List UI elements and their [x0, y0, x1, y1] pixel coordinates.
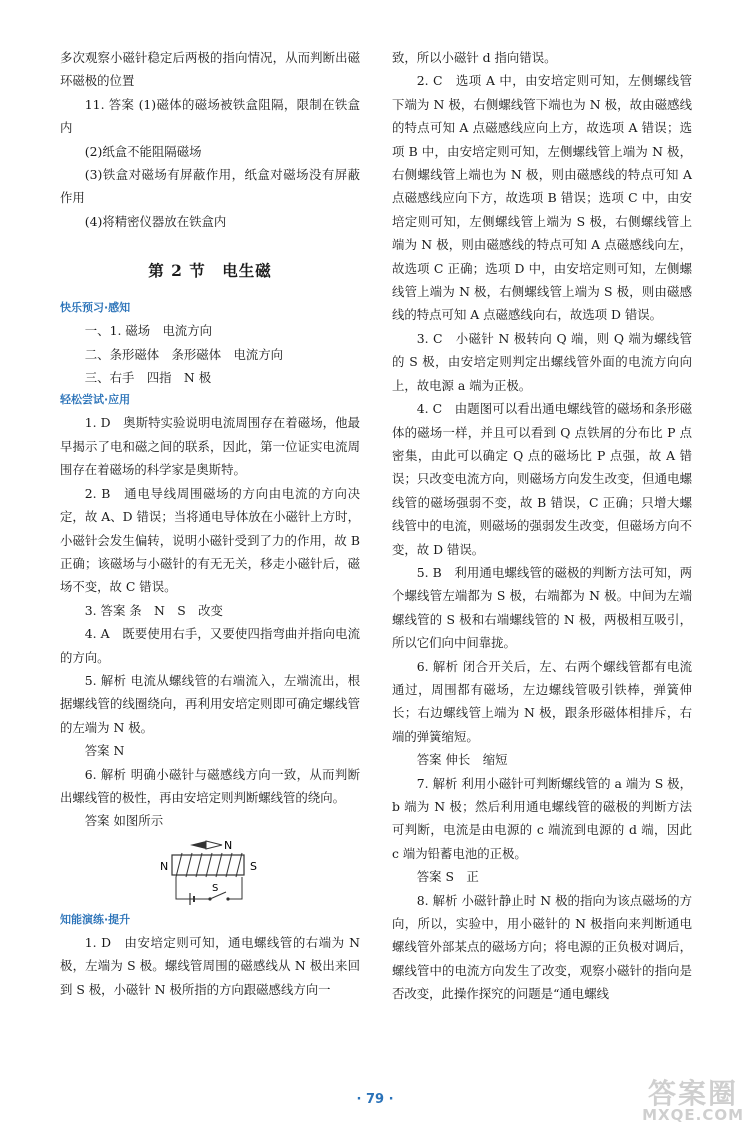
practice-3: 3. 答案 条 N S 改变 [84, 602, 223, 618]
paragraph: 多次观察小磁针稳定后两极的指向情况，从而判断出磁环磁极的位置 [60, 50, 360, 89]
subheading-practice: 轻松尝试·应用 [60, 393, 131, 407]
subheading-drill: 知能演练·提升 [60, 912, 131, 926]
needle-south-half [190, 841, 206, 849]
drill-2: 2. C 选项 A 中，由安培定则可知，左侧螺线管下端为 N 极，右侧螺线管下端也为 N 极，故由磁感线的特点可知 A 点磁感线应向上方，故选项 A 错误；选项 B 中，由安培定则可知，左侧螺线管上端为 N 极，右侧螺线管上端也为 N 极，则由磁感线的特点可知 A 点磁感线应向下方，故选项 B 错误；选项 C 中，由安培定则可知，左侧螺线管上端为 S 极，右侧螺线管上端为 N 极，则由磁感线的特点可知 A 点磁感线向左，故选项 C 正确；选项 D 中，由安培定则可知，左侧螺线管上端为 N 极，右侧螺线管上端为 S 极，则由磁感线的特点可知 A 点磁感线向右，故选项 D 错误。 [392, 73, 692, 323]
preview-1: 一、1. 磁场 电流方向 [84, 323, 213, 339]
subheading-preview: 快乐预习·感知 [60, 301, 131, 315]
solenoid-core [172, 855, 244, 875]
drill-5: 5. B 利用通电螺线管的磁极的判断方法可知，两个螺线管左端都为 S 极，右端都为 N 极。中间为左端螺线管的 S 极和右端螺线管的 N 极，两极相互吸引，所以它们向中间靠拢。 [392, 564, 692, 651]
answer-11-2: (2)纸盒不能阻隔磁场 [84, 143, 202, 159]
drill-3: 3. C 小磁针 N 极转向 Q 端，则 Q 端为螺线管的 S 极，由安培定则判定出螺线管外面的电流方向向上，故电源 a 端为正极。 [392, 330, 692, 393]
preview-2: 二、条形磁体 条形磁体 电流方向 [84, 346, 284, 362]
watermark-bottom: MXQE.COM [642, 1106, 744, 1124]
switch-s-label: S [212, 882, 219, 894]
wire-right [228, 877, 242, 899]
practice-5: 5. 解析 电流从螺线管的右端流入，左端流出，根据螺线管的线圈绕向，再利用安培定则即可确定螺线管的左端为 N 极。 [60, 672, 360, 735]
drill-6-answer: 答案 伸长 缩短 [416, 752, 508, 768]
drill-8: 8. 解析 小磁针静止时 N 极的指向为该点磁场的方向，所以，实验中，用小磁针的 N 极指向来判断通电螺线管外部某点的磁场方向；将电源的正负极对调后，螺线管中的电流方向发生了改变，观察小磁针的指向是否改变，此操作探究的问题是“通电螺线 [392, 892, 692, 1002]
answer-11-4: (4)将精密仪器放在铁盒内 [84, 213, 227, 229]
solenoid-diagram [60, 833, 360, 909]
preview-3: 三、右手 四指 N 极 [84, 370, 212, 386]
practice-1: 1. D 奥斯特实验说明电流周围存在着磁场，他最早揭示了电和磁之间的联系，因此，第一位证实电流周围存在着磁场的科学家是奥斯特。 [60, 415, 360, 478]
solenoid-figure [60, 833, 360, 909]
drill-7: 7. 解析 利用小磁针可判断螺线管的 a 端为 S 极，b 端为 N 极；然后利用通电螺线管的磁极的判断方法可判断，电流是由电源的 c 端流到电源的 d 端，因此 c 端为铅蓄电池的正极。 [392, 775, 692, 861]
practice-6: 6. 解析 明确小磁针与磁感线方向一致，从而判断出螺线管的极性，再由安培定则判断螺线管的绕向。 [60, 766, 360, 805]
solenoid-s-label: S [250, 859, 257, 873]
drill-1: 1. D 由安培定则可知，通电螺线管的右端为 N 极，左端为 S 极。螺线管周围的磁感线从 N 极出来回到 S 极，小磁针 N 极所指的方向跟磁感线方向一 [60, 934, 360, 997]
page-number: · 79 · [356, 1092, 394, 1107]
watermark-top: 答案圈 [648, 1077, 739, 1110]
practice-2: 2. B 通电导线周围磁场的方向由电流的方向决定，故 A、D 错误；当将通电导体放在小磁针上方时，小磁针会发生偏转，说明小磁针受到了力的作用，故 B 正确；该磁场与小磁针的有无无关，移走小磁针后，磁场不变，故 C 错误。 [60, 485, 360, 595]
practice-6-answer: 答案 如图所示 [84, 813, 164, 829]
paragraph: 致，所以小磁针 d 指向错误。 [392, 50, 557, 65]
answer-11: 11. 答案 (1)磁体的磁场被铁盒阻隔，限制在铁盒内 [60, 96, 360, 136]
switch-contact [226, 897, 229, 900]
wire-left [176, 877, 210, 899]
answer-11-3: (3)铁盒对磁场有屏蔽作用，纸盒对磁场没有屏蔽作用 [60, 167, 360, 206]
practice-4: 4. A 既要使用右手，又要使四指弯曲并指向电流的方向。 [60, 626, 360, 665]
needle-n-label: N [224, 838, 233, 852]
watermark-logo [642, 1077, 744, 1124]
left-column [60, 46, 360, 1001]
solenoid-n-label: N [160, 859, 169, 873]
drill-4: 4. C 由题图可以看出通电螺线管的磁场和条形磁体的磁场一样，并且可以看到 Q 点铁屑的分布比 P 点密集，由此可以确定 Q 点的磁场比 P 点强，故 A 错误；只改变电流方向，则磁场方向发生改变，但通电螺线管的磁场强弱不变，故 B 错误，C 正确；只增大螺线管中的电流，则磁场的强弱发生改变，但磁场方向不变，故 D 错误。 [392, 401, 692, 557]
right-column [392, 46, 692, 1006]
drill-6: 6. 解析 闭合开关后，左、右两个螺线管都有电流通过，周围都有磁场，左边螺线管吸引铁棒，弹簧伸长；右边螺线管上端为 N 极，跟条形磁体相排斥，右端的弹簧缩短。 [392, 658, 692, 744]
practice-5-answer: 答案 N [84, 743, 125, 759]
section-title: 第 2 节 电生磁 [148, 261, 272, 281]
drill-7-answer: 答案 S 正 [416, 869, 479, 885]
needle-north-half [206, 841, 222, 849]
